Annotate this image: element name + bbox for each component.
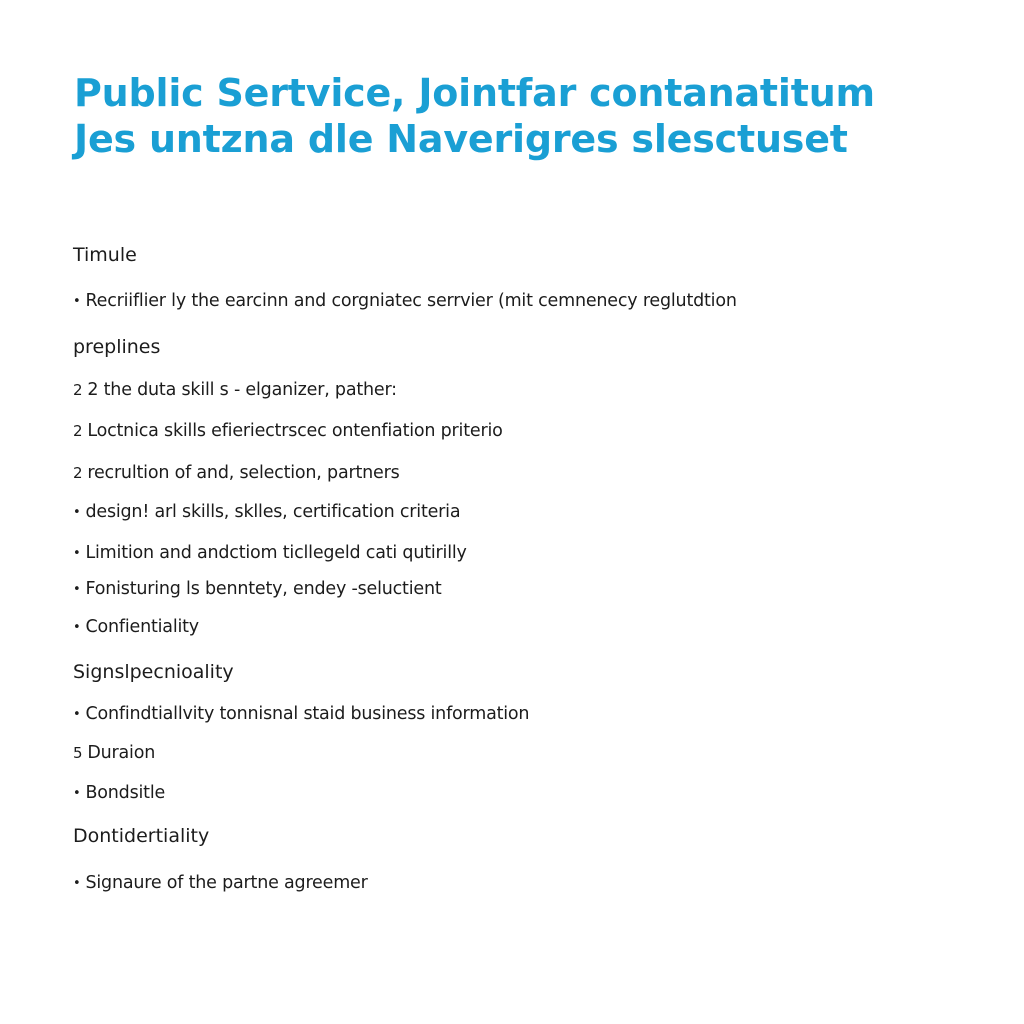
section-heading-preplines: preplines [73, 336, 161, 358]
list-item-text: Limition and andctiom ticllegeld cati qutirilly [85, 543, 467, 563]
list-item [73, 542, 467, 565]
list-item-text: Confindtiallvity tonnisnal staid business information [85, 704, 530, 724]
section-heading-timule: Timule [73, 244, 137, 266]
list-item [73, 616, 199, 639]
number-marker: 2 [73, 422, 83, 440]
bullet-marker: • [73, 546, 81, 561]
number-marker: 5 [73, 744, 83, 762]
section-heading-signslpecnioality: Signslpecnioality [73, 661, 234, 683]
list-item [73, 420, 503, 442]
bullet-marker: • [73, 707, 81, 722]
document-title [74, 70, 875, 162]
list-item [73, 742, 155, 764]
section-heading-dontidertiality: Dontidertiality [73, 825, 210, 847]
list-item [73, 290, 737, 313]
bullet-marker: • [73, 505, 81, 520]
number-marker: 2 [73, 464, 83, 482]
number-marker: 2 [73, 381, 83, 399]
list-item [73, 703, 529, 726]
list-item [73, 578, 442, 601]
list-item-text: Bondsitle [85, 783, 166, 803]
list-item-text: design! arl skills, sklles, certification criteria [85, 502, 461, 522]
title-line-1: Public Sertvice, Jointfar contanatitum [74, 71, 875, 115]
bullet-marker: • [73, 294, 81, 309]
list-item [73, 501, 460, 524]
bullet-marker: • [73, 620, 81, 635]
list-item-text: Recriiflier ly the earcinn and corgniatec serrvier (mit cemnenecy reglutdtion [85, 291, 737, 311]
list-item-text: Confientiality [85, 617, 199, 637]
list-item [73, 872, 368, 895]
bullet-marker: • [73, 876, 81, 891]
list-item-text: 2 the duta skill s - elganizer, pather: [87, 380, 397, 400]
list-item-text: Signaure of the partne agreemer [85, 873, 368, 893]
list-item-text: Fonisturing ls benntety, endey -seluctient [85, 579, 442, 599]
bullet-marker: • [73, 786, 81, 801]
list-item-text: Duraion [87, 743, 156, 763]
list-item [73, 462, 400, 484]
list-item [73, 782, 165, 805]
list-item-text: Loctnica skills efieriectrscec ontenfiation priterio [87, 421, 503, 441]
title-line-2: Jes untzna dle Naverigres slesctuset [74, 117, 848, 161]
list-item-text: recrultion of and, selection, partners [87, 463, 400, 483]
list-item [73, 379, 397, 401]
bullet-marker: • [73, 582, 81, 597]
